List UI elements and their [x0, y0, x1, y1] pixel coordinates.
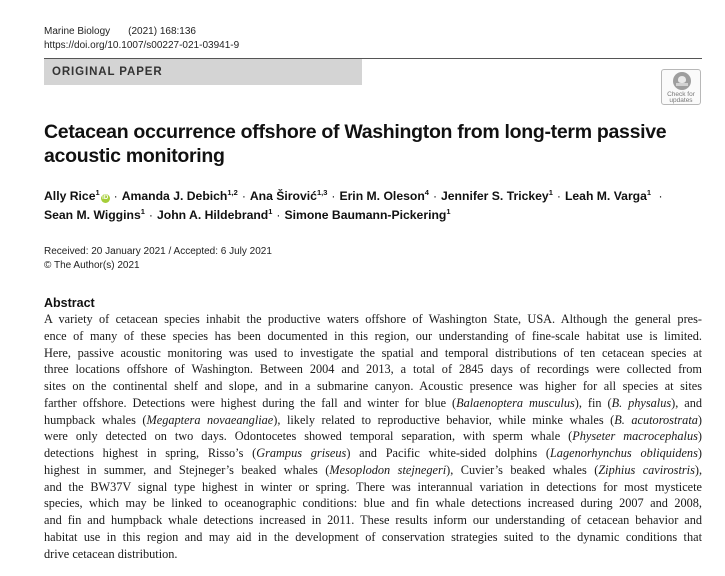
article-dates [44, 245, 272, 273]
paper-title [44, 120, 684, 168]
paper-title-line1: Cetacean occurrence offshore of Washington from long-term passive [44, 121, 667, 143]
crossmark-icon [673, 72, 691, 90]
author-affiliation: 4 [424, 188, 429, 197]
author-separator: · [241, 189, 246, 203]
author-affiliation: 1,2 [227, 188, 238, 197]
author-name[interactable]: Simone Baumann-Pickering [284, 208, 447, 222]
article-type-band [44, 59, 362, 85]
author-separator: · [276, 208, 281, 222]
journal-volume: (2021) 168:136 [128, 26, 196, 37]
author-name[interactable]: Amanda J. Debich [121, 189, 228, 203]
species-name: Balaenoptera musculus [456, 395, 575, 410]
author-separator: · [331, 189, 336, 203]
author-name[interactable]: Leah M. Varga [564, 189, 647, 203]
abstract-line: were only detected on two days. Odontocetes showed temporal separation, with sperm whale (Physeter macrocephalus) [44, 429, 702, 444]
species-name: B. acutorostrata [614, 412, 698, 427]
orcid-icon[interactable]: iD [102, 195, 109, 201]
abstract-line: and fin and humpback whale detections increased in 2011. These results inform our understanding of cetacean behavior and [44, 513, 702, 527]
author-separator: · [556, 189, 561, 203]
author-name[interactable]: Ana Širović [249, 189, 317, 203]
article-type: ORIGINAL PAPER [52, 66, 163, 78]
abstract-line: detections highest in spring, Risso’s (Grampus griseus) and Pacific white-sided dolphins (Lagenorhynchus obliquidens) [44, 446, 702, 460]
copyright: © The Author(s) 2021 [44, 260, 140, 271]
check-for-updates-badge[interactable] [661, 69, 701, 105]
check-for-updates-line1: Check for [667, 91, 695, 98]
abstract-body [44, 311, 702, 562]
author-affiliation: 1 [268, 207, 273, 216]
abstract-line: Here, passive acoustic monitoring was used to investigate the spatial and temporal distributions of ten cetacean species at [44, 345, 702, 360]
author-affiliation: 1 [140, 207, 145, 216]
author-affiliation: 1 [95, 188, 100, 197]
species-name: Physeter macrocephalus [572, 429, 698, 444]
author-name[interactable]: Ally Rice [44, 189, 96, 203]
author-separator: · [658, 189, 663, 203]
doi-link[interactable]: https://doi.org/10.1007/s00227-021-03941-9 [44, 40, 240, 51]
species-name: Lagenorhynchus obliquidens [549, 446, 698, 460]
abstract-line: drive cetacean distribution. [44, 546, 178, 561]
author-affiliation: 1 [548, 188, 553, 197]
received-accepted: Received: 20 January 2021 / Accepted: 6 July 2021 [44, 246, 272, 257]
author-affiliation: 1,3 [316, 188, 328, 197]
species-name: Mesoplodon stejnegeri [329, 462, 447, 477]
species-name: B. physalus [611, 395, 672, 410]
author-list [44, 187, 704, 225]
author-name[interactable]: Sean M. Wiggins [44, 208, 141, 222]
author-separator: · [113, 189, 118, 203]
paper-title-line2: acoustic monitoring [44, 145, 225, 167]
species-name: Ziphius cavirostris [598, 462, 695, 477]
author-affiliation: 1 [446, 207, 451, 216]
abstract-line: ence of many of these species has been documented in this region, our understanding of fine-scale habitat use is limited. [44, 328, 702, 343]
author-separator: · [148, 208, 153, 222]
abstract-line: three locations offshore of Washington. Between 2004 and 2013, a total of 2845 days of recordings were collected from [44, 362, 702, 377]
abstract-line: species, which may be linked to oceanographic conditions: blue and fin whale detections increased during 2007 and 2008, [44, 496, 702, 511]
journal-name: Marine Biology [44, 26, 111, 37]
author-name[interactable]: John A. Hildebrand [156, 208, 269, 222]
abstract-heading: Abstract [44, 296, 95, 310]
abstract-line: farther offshore. Detections were highest during the fall and winter for blue (Balaenoptera musculus), fin (B. physalus), and [44, 395, 702, 410]
journal-info [44, 25, 239, 53]
abstract-line: sites on the continental shelf and slope, and in a submarine canyon. Acoustic presence was higher for all species at sites [44, 379, 702, 393]
author-separator: · [432, 189, 437, 203]
species-name: Grampus griseus [256, 446, 347, 460]
species-name: Megaptera novaeangliae [146, 412, 274, 427]
author-name[interactable]: Jennifer S. Trickey [441, 189, 549, 203]
author-name[interactable]: Erin M. Oleson [339, 189, 425, 203]
abstract-line: and the BW37V signal type highest in winter or spring. There was interannual variation in detections for most mysticete [44, 479, 702, 494]
journal-citation [44, 25, 239, 39]
abstract-line: A variety of cetacean species inhabit the productive waters offshore of Washington State, USA. Although the general pres- [44, 312, 702, 326]
abstract-line: highest in summer, and Stejneger’s beaked whales (Mesoplodon stejnegeri), Cuvier’s beaked whales (Ziphius cavirostris), [44, 462, 703, 477]
abstract-line: habitat use in this region and may aid in the development of conservation strategies suited to the dynamic conditions that [44, 529, 702, 544]
check-for-updates-line2: updates [669, 97, 693, 104]
author-affiliation: 1 [646, 188, 652, 197]
abstract-line: humpback whales (Megaptera novaeangliae), likely related to reproductive behavior, while minke whales (B. acutorostrata) [44, 412, 702, 427]
